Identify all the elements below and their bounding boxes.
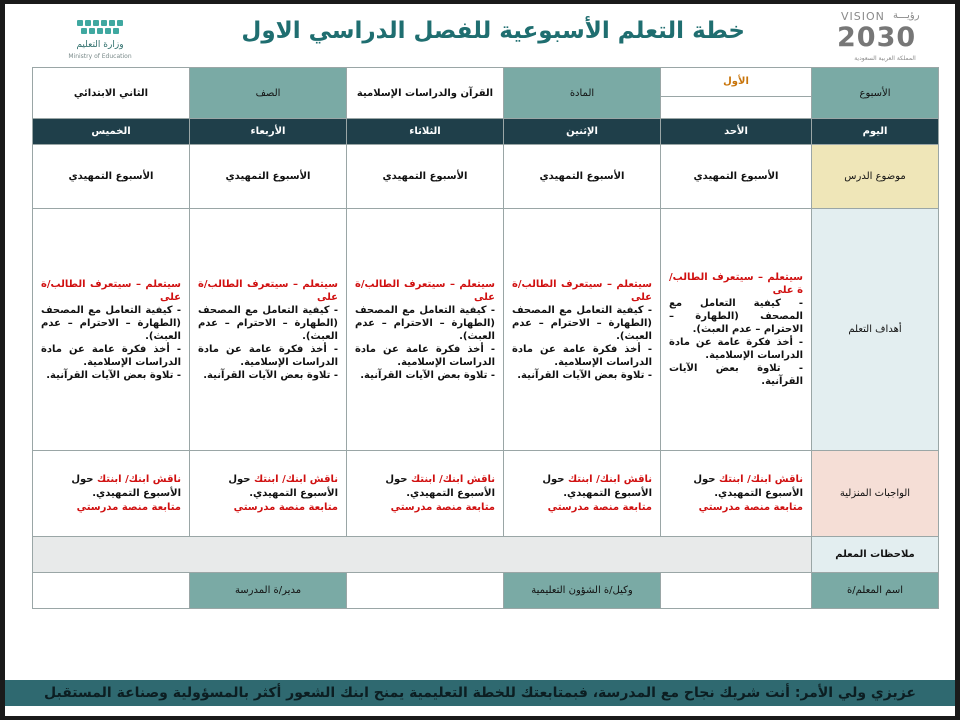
homework-about: حول الأسبوع التمهيدي. (385, 473, 495, 499)
vision-word: VISION (841, 10, 885, 23)
vision-kingdom: المملكة العربية السعودية (854, 55, 916, 62)
homework-sunday (661, 451, 812, 537)
teacher-name-field[interactable] (661, 573, 812, 609)
goal-intro: سيتعلم – سيتعرف الطالب/ة على (198, 278, 338, 303)
parent-message-banner: عزيزي ولي الأمر: أنت شريك نجاح مع المدرسة، فبمتابعتك للخطة التعليمية يمنح ابنك الشعور أكثر بالمسؤولية وصناعة المستقبل (5, 680, 955, 706)
grade-value: الثاني الابتدائي (33, 68, 190, 119)
deputy-label: وكيل/ة الشؤون التعليمية (504, 573, 661, 609)
goal-line: - تلاوة بعض الآيات القرآنية. (517, 369, 652, 381)
homework-about: حول الأسبوع التمهيدي. (71, 473, 181, 499)
goals-row (33, 209, 939, 451)
page (5, 4, 955, 716)
info-row (33, 68, 939, 119)
notes-label: ملاحظات المعلم (812, 537, 939, 573)
topic-sunday: الأسبوع التمهيدي (661, 145, 812, 209)
topic-label: موضوع الدرس (812, 145, 939, 209)
goal-intro: سيتعلم – سيتعرف الطالب/ة على (669, 272, 803, 296)
homework-thursday (33, 451, 190, 537)
day-row (33, 119, 939, 145)
week-label: الأسبوع (812, 68, 939, 119)
day-monday: الإثنين (504, 119, 661, 145)
goal-line: - تلاوة بعض الآيات القرآنية. (46, 369, 181, 381)
goals-thursday (33, 209, 190, 451)
homework-about: حول الأسبوع التمهيدي. (693, 473, 803, 499)
goal-line: - كيفية التعامل مع المصحف (الطهارة – الاحترام – عدم العبث). (669, 298, 803, 335)
goals-tuesday (347, 209, 504, 451)
topic-monday: الأسبوع التمهيدي (504, 145, 661, 209)
goal-intro: سيتعلم – سيتعرف الطالب/ة على (41, 278, 181, 303)
ministry-sub: Ministry of Education (68, 53, 132, 60)
topic-row (33, 145, 939, 209)
grade-label: الصف (190, 68, 347, 119)
goal-line: - تلاوة بعض الآيات القرآنية. (669, 363, 803, 387)
day-sunday: الأحد (661, 119, 812, 145)
homework-discuss: ناقش ابنك/ ابنتك (567, 473, 652, 485)
goal-line: - كيفية التعامل مع المصحف (الطهارة – الاحترام – عدم العبث). (41, 304, 181, 342)
goals-label: أهداف التعلم (812, 209, 939, 451)
ministry-name: وزارة التعليم (76, 40, 124, 50)
homework-discuss: ناقش ابنك/ ابنتك (718, 473, 803, 485)
weekly-plan-table (32, 67, 939, 609)
day-wednesday: الأربعاء (190, 119, 347, 145)
homework-about: حول الأسبوع التمهيدي. (228, 473, 338, 499)
week-subcell (661, 96, 811, 118)
notes-area[interactable] (33, 537, 812, 573)
day-thursday: الخميس (33, 119, 190, 145)
week-value: الأول (723, 76, 749, 87)
homework-follow: متابعة منصة مدرستي (76, 501, 181, 513)
goals-sunday (661, 209, 812, 451)
topic-wednesday: الأسبوع التمهيدي (190, 145, 347, 209)
homework-about: حول الأسبوع التمهيدي. (542, 473, 652, 499)
goal-line: - أخذ فكرة عامة عن مادة الدراسات الإسلامية. (355, 343, 495, 368)
subject-label: المادة (504, 68, 661, 119)
vision-ar: رؤيـــة (893, 10, 920, 21)
homework-discuss: ناقش ابنك/ ابنتك (410, 473, 495, 485)
deputy-name-field[interactable] (347, 573, 504, 609)
homework-discuss: ناقش ابنك/ ابنتك (96, 473, 181, 485)
subject-value: القرآن والدراسات الإسلامية (347, 68, 504, 119)
homework-wednesday (190, 451, 347, 537)
goals-wednesday (190, 209, 347, 451)
goal-line: - تلاوة بعض الآيات القرآنية. (360, 369, 495, 381)
goal-line: - كيفية التعامل مع المصحف (الطهارة – الاحترام – عدم العبث). (198, 304, 338, 342)
teacher-label: اسم المعلم/ة (812, 573, 939, 609)
homework-label: الواجبات المنزلية (812, 451, 939, 537)
goal-line: - تلاوة بعض الآيات القرآنية. (203, 369, 338, 381)
goal-intro: سيتعلم – سيتعرف الطالب/ة على (355, 278, 495, 303)
day-tuesday: الثلاثاء (347, 119, 504, 145)
principal-name-field[interactable] (33, 573, 190, 609)
goal-line: - أخذ فكرة عامة عن مادة الدراسات الإسلامية. (512, 343, 652, 368)
notes-row (33, 537, 939, 573)
homework-follow: متابعة منصة مدرستي (233, 501, 338, 513)
homework-follow: متابعة منصة مدرستي (390, 501, 495, 513)
homework-discuss: ناقش ابنك/ ابنتك (253, 473, 338, 485)
goal-line: - أخذ فكرة عامة عن مادة الدراسات الإسلامية. (198, 343, 338, 368)
goal-line: - أخذ فكرة عامة عن مادة الدراسات الإسلامية. (41, 343, 181, 368)
vision-logo (837, 10, 933, 66)
goal-line: - كيفية التعامل مع المصحف (الطهارة – الاحترام – عدم العبث). (355, 304, 495, 342)
topic-thursday: الأسبوع التمهيدي (33, 145, 190, 209)
homework-row (33, 451, 939, 537)
ministry-logo (55, 16, 145, 64)
principal-label: مدير/ة المدرسة (190, 573, 347, 609)
vision-year: 2030 (837, 22, 917, 53)
goals-monday (504, 209, 661, 451)
goal-intro: سيتعلم – سيتعرف الطالب/ة على (512, 278, 652, 303)
homework-follow: متابعة منصة مدرستي (698, 501, 803, 513)
goal-line: - أخذ فكرة عامة عن مادة الدراسات الإسلامية. (669, 337, 803, 361)
teacher-row (33, 573, 939, 609)
page-title: خطة التعلم الأسبوعية للفصل الدراسي الاول (241, 18, 745, 44)
homework-monday (504, 451, 661, 537)
day-label: اليوم (812, 119, 939, 145)
week-cell (661, 68, 812, 119)
ministry-mark-icon (77, 16, 125, 38)
topic-tuesday: الأسبوع التمهيدي (347, 145, 504, 209)
goal-line: - كيفية التعامل مع المصحف (الطهارة – الاحترام – عدم العبث). (512, 304, 652, 342)
homework-follow: متابعة منصة مدرستي (547, 501, 652, 513)
homework-tuesday (347, 451, 504, 537)
